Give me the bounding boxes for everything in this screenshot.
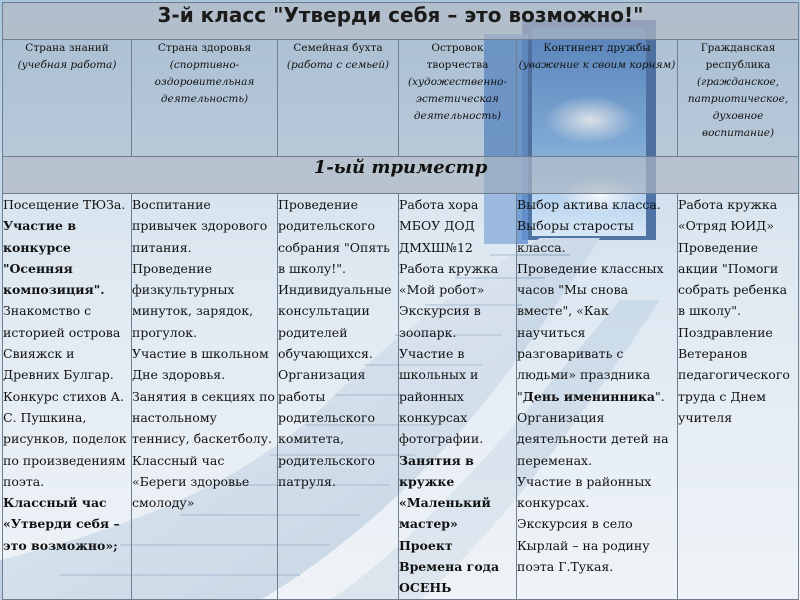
activity-line: Участие в школьном bbox=[132, 346, 269, 362]
activity-line: труда с Днем bbox=[678, 388, 766, 404]
activity-line: мастер» bbox=[399, 516, 458, 532]
column-name: Гражданская республика bbox=[700, 42, 776, 71]
activity-line: в школу!". bbox=[278, 260, 347, 276]
activity-line: ОСЕНЬ bbox=[399, 580, 452, 596]
activity-line: Организация bbox=[278, 367, 366, 383]
activity-line: «Маленький bbox=[399, 495, 491, 511]
activity-line: кружке bbox=[399, 473, 455, 489]
activity-line: Проведение bbox=[678, 239, 759, 255]
activity-line: Ветеранов bbox=[678, 346, 748, 362]
activity-line: Древних Булгар. bbox=[3, 367, 114, 383]
activity-line: обучающихся. bbox=[278, 346, 373, 362]
activity-line: переменах. bbox=[517, 452, 593, 468]
activity-line: Классный час bbox=[3, 495, 107, 511]
activity-line: в школу". bbox=[678, 303, 741, 319]
activity-line: Проведение bbox=[278, 197, 359, 212]
activity-line: фотографии. bbox=[399, 431, 484, 447]
column-subtitle: (уважение к своим корням) bbox=[518, 59, 676, 71]
activity-line: питания. bbox=[132, 239, 192, 255]
activities-cell bbox=[132, 194, 278, 600]
activities-cell bbox=[678, 194, 799, 600]
activity-line: собрать ребенка bbox=[678, 282, 788, 298]
activity-line: Работа хора bbox=[399, 197, 479, 212]
activity-line: конкурсах bbox=[399, 409, 468, 425]
column-header-row bbox=[3, 40, 799, 157]
activity-line: консультации bbox=[278, 303, 370, 319]
column-subtitle: (спортивно-оздоровительная деятельность) bbox=[154, 59, 255, 105]
activity-line: Экскурсия в село bbox=[517, 516, 633, 532]
activity-line: научиться bbox=[517, 324, 586, 340]
column-header bbox=[132, 40, 278, 157]
activity-line: конкурсе bbox=[3, 239, 71, 255]
column-name: Страна здоровья bbox=[157, 42, 252, 54]
activity-line: Кырлай – на родину bbox=[517, 537, 650, 553]
activity-line: конкурсах. bbox=[517, 495, 590, 511]
activity-line: Проект bbox=[399, 537, 453, 553]
activity-line: теннису, баскетболу. bbox=[132, 431, 273, 447]
column-subtitle: (художественно-эстетическая деятельность) bbox=[407, 76, 508, 122]
activity-line: вместе", «Как bbox=[517, 303, 609, 319]
activity-line: «Отряд ЮИД» bbox=[678, 218, 774, 234]
activity-line: Выборы старосты bbox=[517, 218, 634, 234]
activity-line: Работа кружка bbox=[399, 260, 499, 276]
activity-line: Занятия в секциях по bbox=[132, 388, 275, 404]
activities-cell bbox=[3, 194, 132, 600]
activity-line: класса. bbox=[517, 239, 566, 255]
page-title: 3-й класс "Утверди себя – это возможно!" bbox=[3, 3, 799, 40]
activity-line: Знакомство с bbox=[3, 303, 92, 319]
activity-line: С. Пушкина, bbox=[3, 409, 87, 425]
activity-line: Занятия в bbox=[399, 452, 474, 468]
activity-line: Участие в районных bbox=[517, 473, 652, 489]
activity-line: ДМХШ№12 bbox=[399, 239, 473, 255]
activity-line: историей острова bbox=[3, 324, 121, 340]
activity-line: физкультурных bbox=[132, 282, 235, 298]
activity-line: Классный час bbox=[132, 452, 225, 468]
activity-line: школьных и bbox=[399, 367, 479, 383]
activity-line: рисунков, поделок bbox=[3, 431, 127, 447]
activity-line: "Осенняя bbox=[3, 260, 73, 276]
activity-line: Посещение ТЮЗа. bbox=[3, 197, 126, 212]
activity-line: поэта Г.Тукая. bbox=[517, 559, 614, 575]
activity-line: Проведение классных bbox=[517, 260, 664, 276]
activity-line: Поздравление bbox=[678, 324, 773, 340]
activity-line: Экскурсия в bbox=[399, 303, 481, 319]
activity-line: настольному bbox=[132, 409, 217, 425]
column-name: Континент дружбы bbox=[543, 42, 651, 54]
activity-line: родительского bbox=[278, 218, 376, 234]
activity-line: педагогического bbox=[678, 367, 790, 383]
activity-line: разговаривать с bbox=[517, 346, 624, 362]
activity-line: «Утверди себя – bbox=[3, 516, 120, 532]
activity-line: собрания "Опять bbox=[278, 239, 390, 255]
activity-line: Дне здоровья. bbox=[132, 367, 226, 383]
activity-line: учителя bbox=[678, 409, 733, 425]
activity-line: привычек здорового bbox=[132, 218, 268, 234]
column-name: Семейная бухта bbox=[293, 42, 383, 54]
column-subtitle: (работа с семьей) bbox=[286, 59, 390, 71]
activity-line: Участие в bbox=[3, 218, 77, 234]
activities-cell bbox=[517, 194, 678, 600]
activity-line: родительского bbox=[278, 409, 376, 425]
activity-line: Индивидуальные bbox=[278, 282, 392, 298]
activity-line: Конкурс стихов А. bbox=[3, 388, 124, 404]
column-name: Страна знаний bbox=[25, 42, 109, 54]
column-name: Островок творчества bbox=[426, 42, 489, 71]
activity-line: зоопарк. bbox=[399, 324, 457, 340]
activity-line: Проведение bbox=[132, 260, 213, 276]
activity-line: Работа кружка bbox=[678, 197, 778, 212]
activity-line: смолоду» bbox=[132, 495, 195, 511]
activity-line: деятельности детей на bbox=[517, 431, 669, 447]
column-subtitle: (гражданское, патриотическое, духовное воспитание) bbox=[687, 76, 789, 139]
column-header bbox=[278, 40, 399, 157]
activity-line: Организация bbox=[517, 409, 605, 425]
activity-line: работы bbox=[278, 388, 326, 404]
activity-line: «Береги здоровье bbox=[132, 473, 250, 489]
column-header bbox=[678, 40, 799, 157]
activity-line: Воспитание bbox=[132, 197, 211, 212]
trimester-heading: 1-ый триместр bbox=[3, 157, 799, 194]
plan-table bbox=[2, 2, 799, 600]
activity-line: родительского bbox=[278, 452, 376, 468]
activity-line: «Мой робот» bbox=[399, 282, 485, 298]
activity-line: это возможно»; bbox=[3, 537, 118, 553]
activity-line: родителей bbox=[278, 324, 348, 340]
column-header bbox=[3, 40, 132, 157]
activity-line: по произведениям bbox=[3, 452, 126, 468]
activity-line: часов "Мы снова bbox=[517, 282, 629, 298]
activity-line: Времена года bbox=[399, 559, 500, 575]
activity-line: акции "Помоги bbox=[678, 260, 779, 276]
activity-line: минуток, зарядок, bbox=[132, 303, 254, 319]
activity-line: патруля. bbox=[278, 473, 336, 489]
activity-line: Свияжск и bbox=[3, 346, 75, 362]
activity-line: МБОУ ДОД bbox=[399, 218, 475, 234]
activity-line: прогулок. bbox=[132, 324, 198, 340]
activities-row bbox=[3, 194, 799, 600]
activities-cell bbox=[399, 194, 517, 600]
activities-cell bbox=[278, 194, 399, 600]
activity-line: композиция". bbox=[3, 282, 105, 298]
activity-line: поэта. bbox=[3, 473, 45, 489]
activity-line: районных bbox=[399, 388, 464, 404]
activity-line: "День именинника". bbox=[517, 388, 665, 404]
column-header bbox=[399, 40, 517, 157]
activity-line: людьми» праздника bbox=[517, 367, 651, 383]
column-header bbox=[517, 40, 678, 157]
activity-line: Выбор актива класса. bbox=[517, 197, 661, 212]
activity-line: комитета, bbox=[278, 431, 345, 447]
activity-line: Участие в bbox=[399, 346, 465, 362]
column-subtitle: (учебная работа) bbox=[17, 59, 117, 71]
